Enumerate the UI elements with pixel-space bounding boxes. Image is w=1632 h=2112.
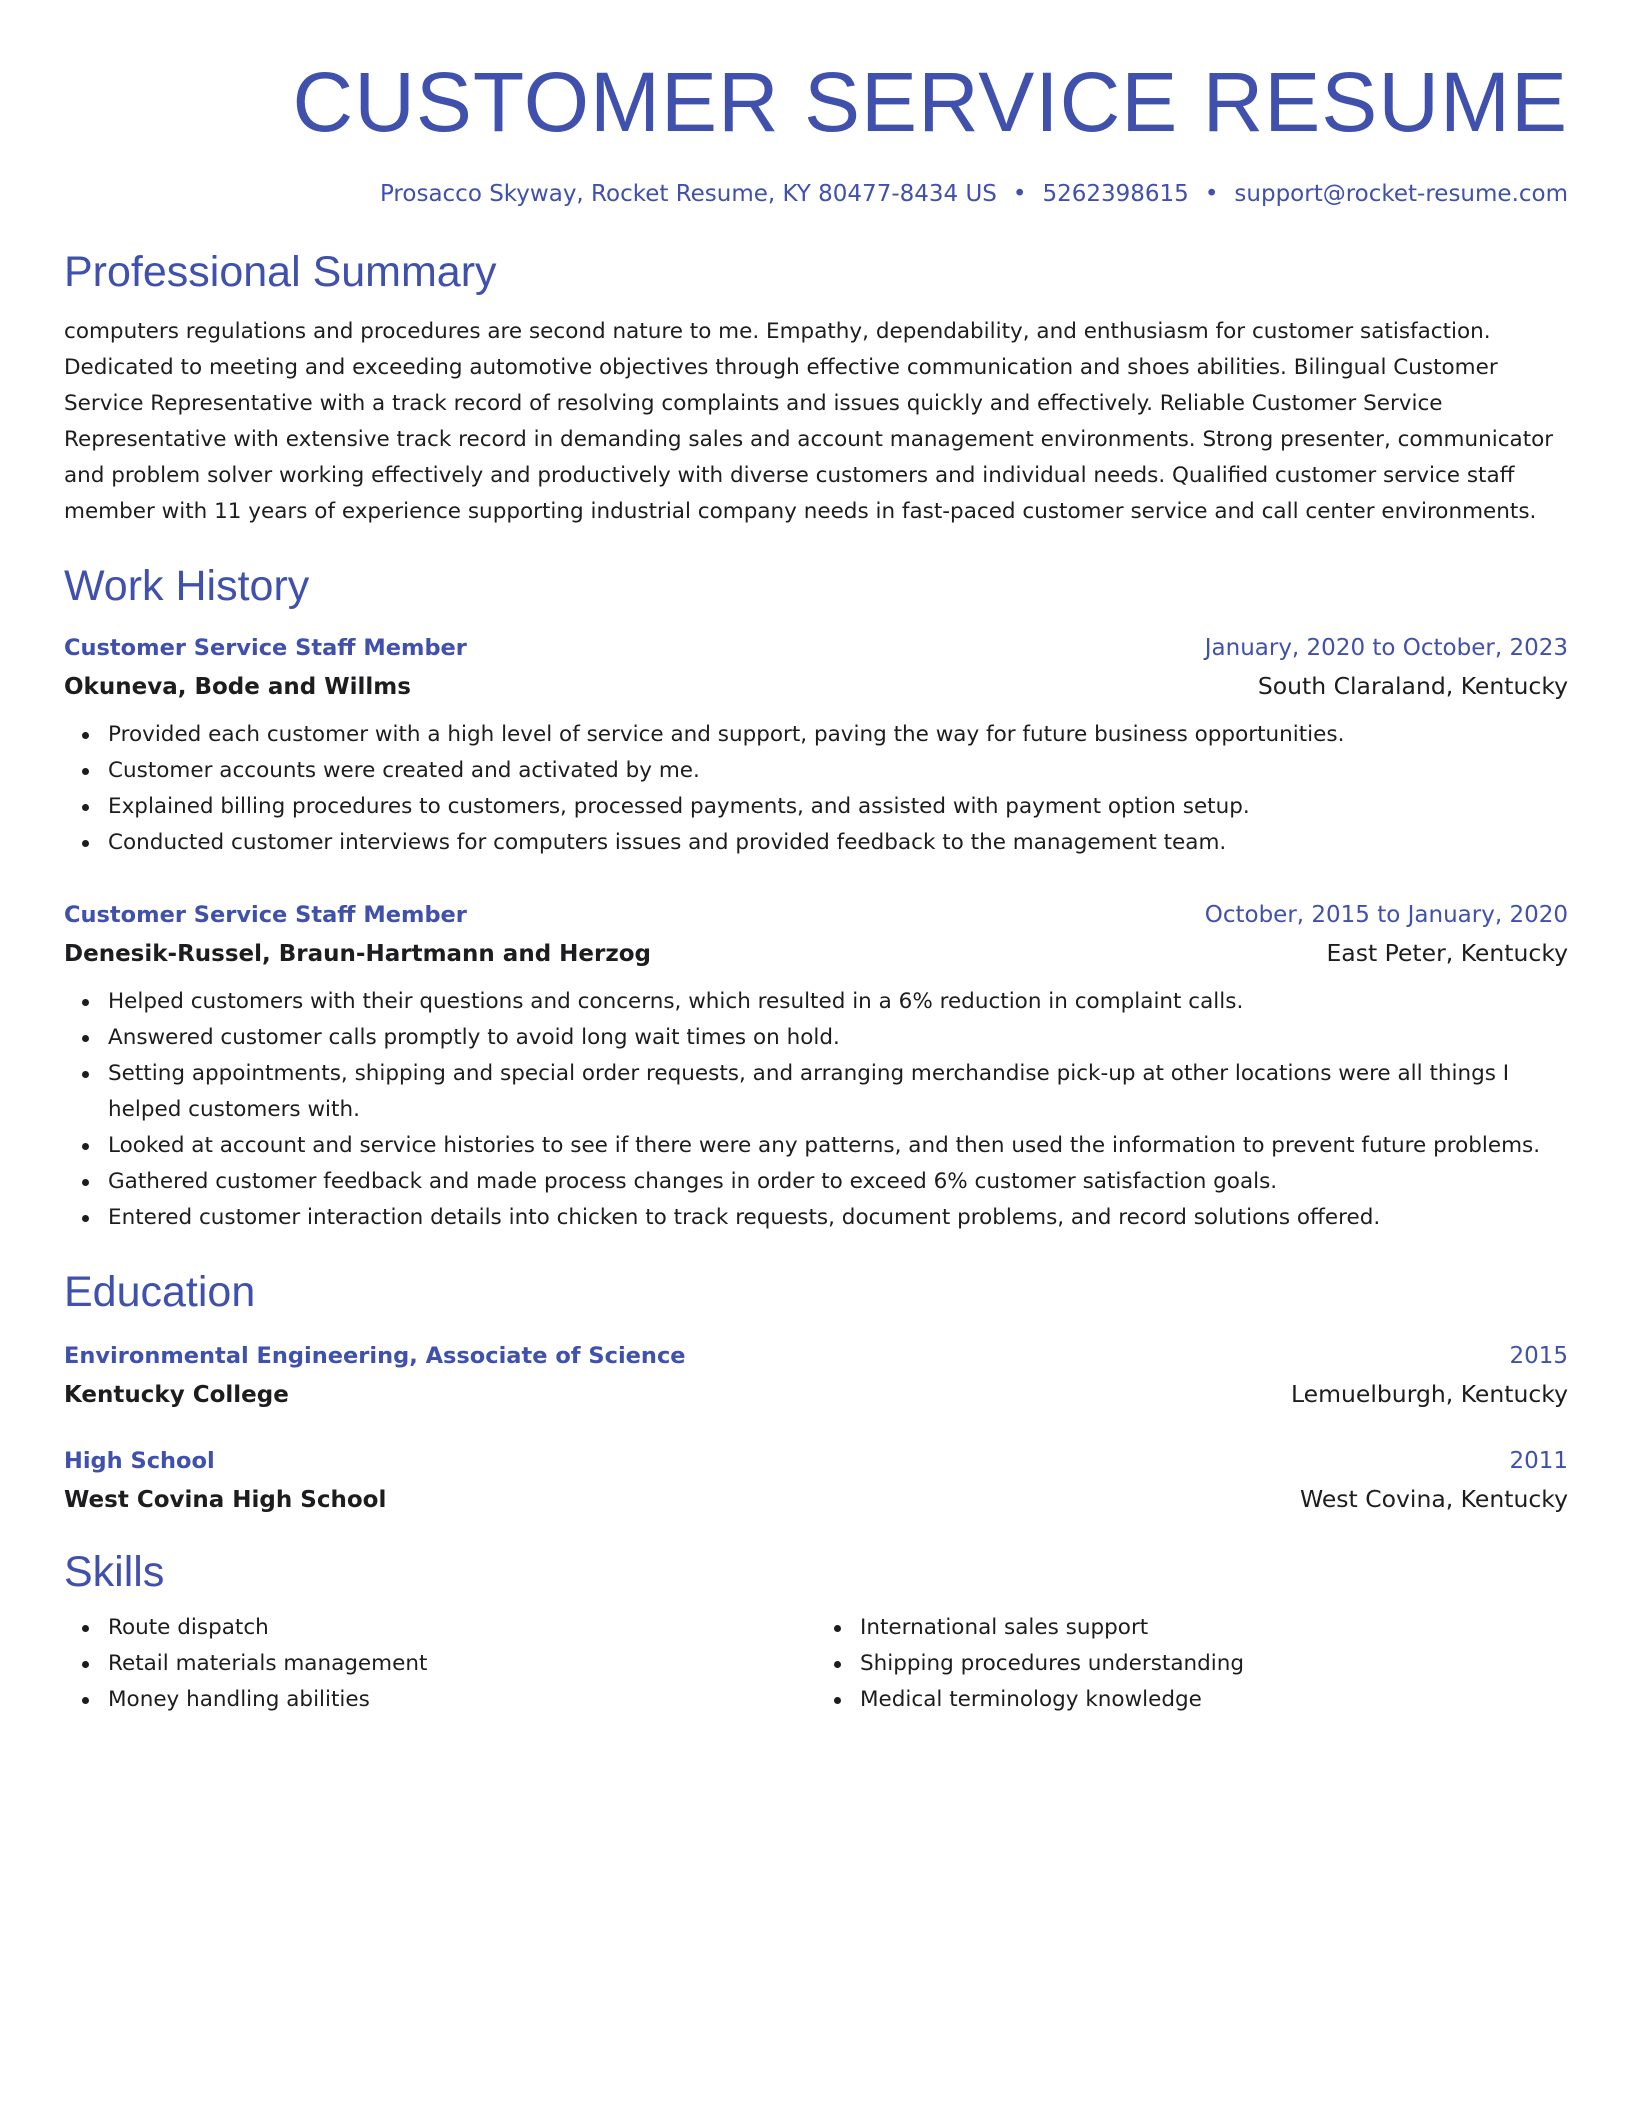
skill-item: International sales support (860, 1610, 1568, 1646)
education-location: Lemuelburgh, Kentucky (1290, 1380, 1568, 1408)
list-item: Gathered customer feedback and made process changes in order to exceed 6% customer satisfaction goals. (108, 1164, 1568, 1200)
contact-separator: • (1012, 181, 1027, 207)
list-item: Entered customer interaction details into chicken to track requests, document problems, and record solutions offered. (108, 1200, 1568, 1236)
education-school: Kentucky College (64, 1382, 289, 1408)
skills-column-right (816, 1610, 1568, 1718)
skills-column-left (64, 1610, 816, 1718)
skills-heading: Skills (64, 1548, 165, 1596)
job-dates: October, 2015 to January, 2020 (1204, 902, 1568, 928)
education-year: 2015 (1509, 1343, 1568, 1369)
skill-item: Medical terminology knowledge (860, 1682, 1568, 1718)
job-entry-2 (64, 897, 1568, 1236)
list-item: Answered customer calls promptly to avoid long wait times on hold. (108, 1020, 1568, 1056)
list-item: Provided each customer with a high level of service and support, paving the way for future business opportunities. (108, 717, 1568, 753)
contact-separator: • (1204, 181, 1219, 207)
list-item: Explained billing procedures to customers, processed payments, and assisted with payment option setup. (108, 789, 1568, 825)
skills-list (64, 1610, 816, 1718)
list-item: Setting appointments, shipping and special order requests, and arranging merchandise pick-up at other locations were all things I helped customers with. (108, 1056, 1568, 1128)
education-school-row (64, 1479, 1568, 1520)
education-school-row (64, 1374, 1568, 1415)
skill-item: Route dispatch (108, 1610, 816, 1646)
education-location: West Covina, Kentucky (1299, 1485, 1568, 1513)
job-header-row (64, 897, 1568, 933)
list-item: Conducted customer interviews for computers issues and provided feedback to the management team. (108, 825, 1568, 861)
job-title: Customer Service Staff Member (64, 902, 467, 928)
education-heading: Education (64, 1268, 256, 1316)
skill-item: Shipping procedures understanding (860, 1646, 1568, 1682)
education-degree: Environmental Engineering, Associate of Science (64, 1343, 686, 1369)
job-location: East Peter, Kentucky (1326, 939, 1568, 967)
work-history-heading: Work History (64, 562, 310, 610)
job-duties-list (64, 984, 1568, 1236)
education-school: West Covina High School (64, 1487, 387, 1513)
skill-item: Retail materials management (108, 1646, 816, 1682)
contact-line (64, 178, 1568, 210)
job-company: Okuneva, Bode and Willms (64, 674, 411, 700)
resume-title: CUSTOMER SERVICE RESUME (292, 55, 1568, 149)
education-header-row (64, 1443, 1568, 1479)
skills-grid (64, 1610, 1568, 1718)
job-company-row (64, 933, 1568, 974)
job-company: Denesik-Russel, Braun-Hartmann and Herzog (64, 941, 652, 967)
contact-phone: 5262398615 (1042, 181, 1189, 207)
list-item: Helped customers with their questions and concerns, which resulted in a 6% reduction in complaint calls. (108, 984, 1568, 1020)
list-item: Customer accounts were created and activated by me. (108, 753, 1568, 789)
contact-address: Prosacco Skyway, Rocket Resume, KY 80477-8434 US (379, 181, 997, 207)
education-entry-2 (64, 1443, 1568, 1520)
summary-heading: Professional Summary (64, 248, 497, 296)
summary-text: computers regulations and procedures are second nature to me. Empathy, dependability, and enthusiasm for customer satisfaction. Dedicated to meeting and exceeding automotive objectives through effective communication and shoes abilities. Bilingual Customer Service Representative with a track record of resolving complaints and issues quickly and effectively. Reliable Customer Service Representative with extensive track record in demanding sales and account management environments. Strong presenter, communicator and problem solver working effectively and productively with diverse customers and individual needs. Qualified customer service staff member with 11 years of experience supporting industrial company needs in fast-paced customer service and call center environments. (64, 319, 1554, 524)
list-item: Looked at account and service histories to see if there were any patterns, and then used the information to prevent future problems. (108, 1128, 1568, 1164)
contact-email: support@rocket-resume.com (1234, 181, 1568, 207)
education-entry-1 (64, 1338, 1568, 1415)
education-year: 2011 (1509, 1448, 1568, 1474)
job-title: Customer Service Staff Member (64, 635, 467, 661)
education-header-row (64, 1338, 1568, 1374)
job-dates: January, 2020 to October, 2023 (1204, 635, 1568, 661)
job-entry-1 (64, 630, 1568, 861)
skill-item: Money handling abilities (108, 1682, 816, 1718)
job-header-row (64, 630, 1568, 666)
job-duties-list (64, 717, 1568, 861)
skills-list (816, 1610, 1568, 1718)
job-location: South Claraland, Kentucky (1257, 672, 1568, 700)
job-company-row (64, 666, 1568, 707)
education-degree: High School (64, 1448, 215, 1474)
